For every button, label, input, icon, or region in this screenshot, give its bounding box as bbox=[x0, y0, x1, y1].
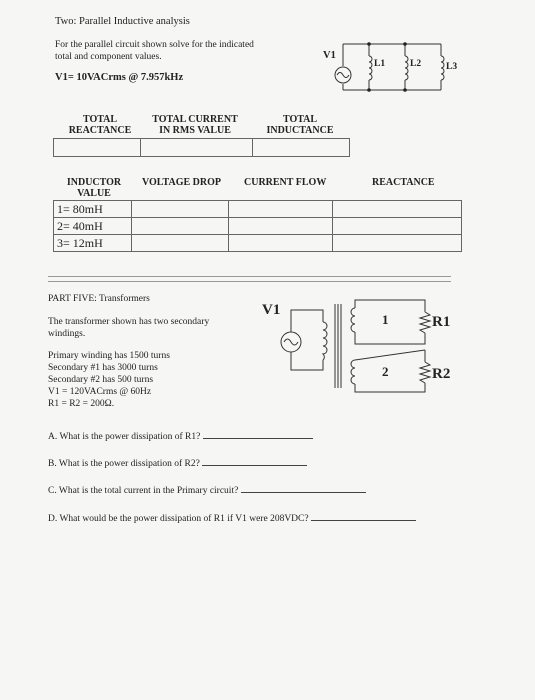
voltage-drop-cell[interactable] bbox=[132, 218, 229, 235]
total-reactance-cell[interactable] bbox=[54, 139, 141, 157]
inductor-value-cell: 2= 40mH bbox=[54, 218, 132, 235]
answer-blank-a[interactable] bbox=[203, 437, 313, 439]
section-two-instructions-2: total and component values. bbox=[55, 52, 162, 62]
resistor-r1-label: R1 bbox=[432, 314, 451, 330]
answer-blank-c[interactable] bbox=[241, 491, 366, 493]
circuit-v1-label: V1 bbox=[323, 50, 336, 61]
spec-line: Secondary #1 has 3000 turns bbox=[48, 363, 158, 373]
resistor-r2-label: R2 bbox=[432, 366, 451, 382]
transformer-specs bbox=[48, 350, 170, 410]
spec-line: R1 = R2 = 200Ω. bbox=[48, 399, 115, 409]
header-voltage-drop: VOLTAGE DROP bbox=[142, 177, 221, 188]
spec-line: V1 = 120VACrms @ 60Hz bbox=[48, 387, 152, 397]
totals-table bbox=[53, 138, 350, 157]
answer-blank-d[interactable] bbox=[311, 519, 416, 521]
question-a: A. What is the power dissipation of R1? bbox=[48, 432, 313, 442]
header-inductor-value: INDUCTOR VALUE bbox=[66, 177, 122, 199]
inductor-label-l3: L3 bbox=[446, 62, 458, 72]
reactance-cell[interactable] bbox=[333, 235, 462, 252]
reactance-cell[interactable] bbox=[333, 201, 462, 218]
header-total-inductance: TOTAL INDUCTANCE bbox=[266, 114, 334, 136]
header-reactance: REACTANCE bbox=[372, 177, 435, 188]
header-total-current: TOTAL CURRENT IN RMS VALUE bbox=[152, 114, 238, 136]
current-flow-cell[interactable] bbox=[229, 235, 333, 252]
secondary-1-label: 1 bbox=[382, 312, 389, 327]
table-row bbox=[54, 235, 462, 252]
answer-blank-b[interactable] bbox=[202, 464, 307, 466]
section-two-title: Two: Parallel Inductive analysis bbox=[55, 16, 190, 27]
question-b: B. What is the power dissipation of R2? bbox=[48, 459, 307, 469]
secondary-2-label: 2 bbox=[382, 364, 389, 379]
reactance-cell[interactable] bbox=[333, 218, 462, 235]
table-row bbox=[54, 218, 462, 235]
inductor-label-l2: L2 bbox=[410, 59, 422, 69]
spec-line: Secondary #2 has 500 turns bbox=[48, 375, 154, 385]
spec-line: Primary winding has 1500 turns bbox=[48, 351, 170, 361]
header-total-reactance: TOTAL REACTANCE bbox=[68, 114, 132, 136]
header-current-flow: CURRENT FLOW bbox=[244, 177, 327, 188]
question-d: D. What would be the power dissipation of R1 if V1 were 208VDC? bbox=[48, 514, 416, 524]
inductor-value-cell: 1= 80mH bbox=[54, 201, 132, 218]
inductor-value-cell: 3= 12mH bbox=[54, 235, 132, 252]
section-five-desc-2: windings. bbox=[48, 329, 86, 339]
section-divider bbox=[48, 276, 451, 282]
section-five-desc-1: The transformer shown has two secondary bbox=[48, 317, 210, 327]
voltage-drop-cell[interactable] bbox=[132, 235, 229, 252]
table-row bbox=[54, 201, 462, 218]
section-five-title: PART FIVE: Transformers bbox=[48, 294, 150, 304]
inductor-label-l1: L1 bbox=[374, 59, 386, 69]
total-current-cell[interactable] bbox=[141, 139, 253, 157]
question-c: C. What is the total current in the Primary circuit? bbox=[48, 486, 366, 496]
total-inductance-cell[interactable] bbox=[253, 139, 350, 157]
section-two-instructions-1: For the parallel circuit shown solve for the indicated bbox=[55, 40, 254, 50]
inductor-table bbox=[53, 200, 462, 252]
current-flow-cell[interactable] bbox=[229, 218, 333, 235]
current-flow-cell[interactable] bbox=[229, 201, 333, 218]
transformer-v1-label: V1 bbox=[262, 302, 281, 318]
source-spec: V1= 10VACrms @ 7.957kHz bbox=[55, 72, 184, 83]
voltage-drop-cell[interactable] bbox=[132, 201, 229, 218]
